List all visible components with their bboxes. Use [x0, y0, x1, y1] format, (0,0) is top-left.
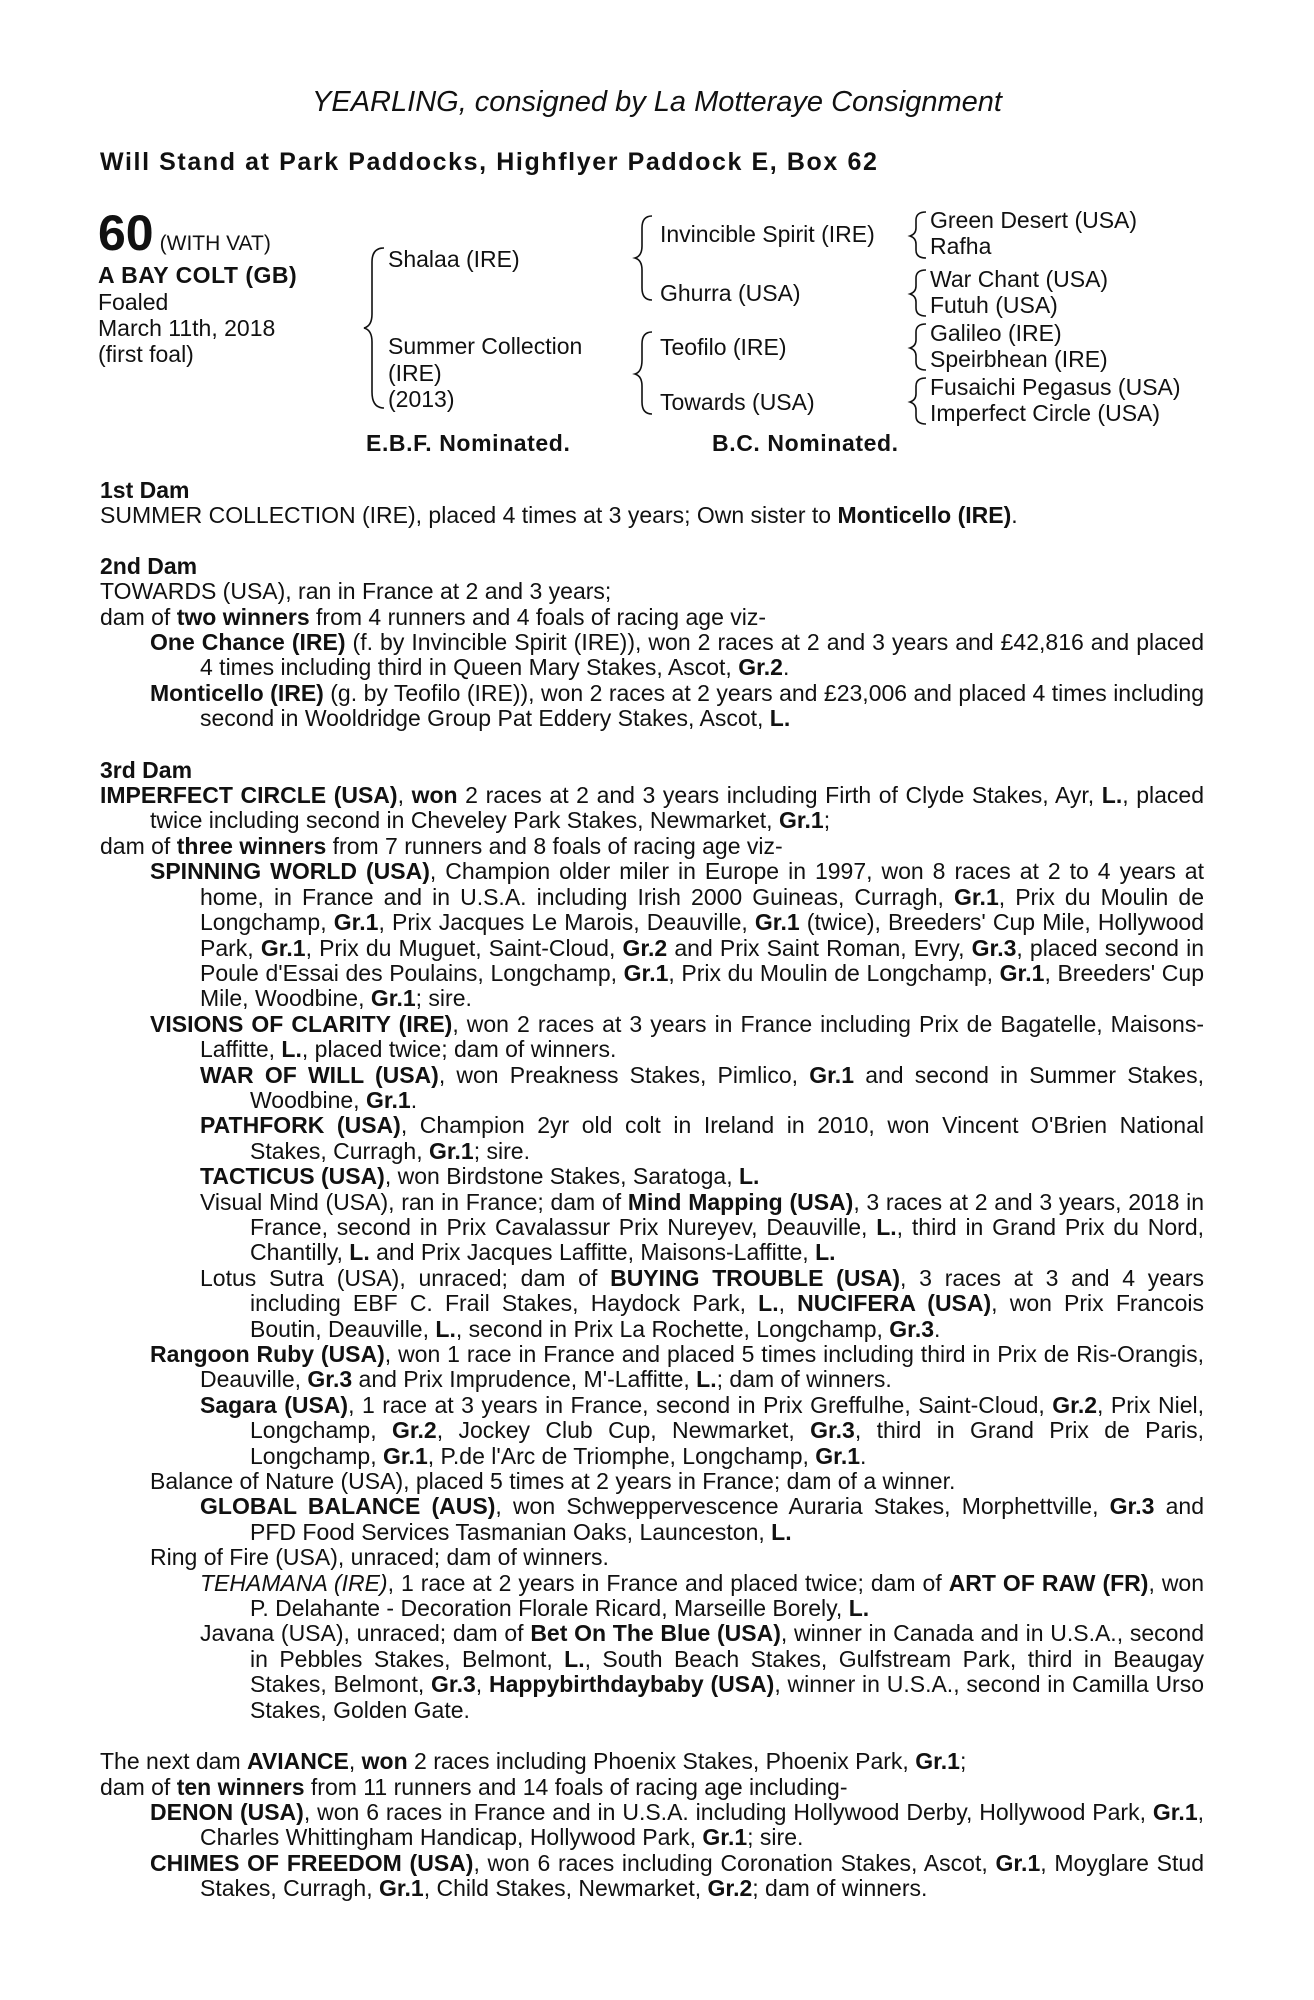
grandoffspring-war-of-will: WAR OF WILL (USA), won Preakness Stakes, Pimlico, Gr.1 and second in Summer Stakes, Woodbine, Gr.1.: [200, 1061, 1204, 1113]
dam-line2: (IRE): [388, 360, 442, 386]
stand-location: Will Stand at Park Paddocks, Highflyer Paddock E, Box 62: [100, 148, 879, 176]
offspring-visions-of-clarity: VISIONS OF CLARITY (IRE), won 2 races at 3 years in France including Prix de Bagatelle, Maisons-Laffitte, L., placed twice; dam of winners.: [150, 1010, 1204, 1063]
brace-gen1: [364, 248, 384, 408]
grandoffspring-tehamana: TEHAMANA (IRE), 1 race at 2 years in France and placed twice; dam of ART OF RAW (FR), won P. Delahante - Decoration Florale Ricard, Marseille Borely, L.: [200, 1569, 1205, 1622]
second-dam-heading: 2nd Dam: [100, 552, 198, 579]
offspring-spinning-world: SPINNING WORLD (USA), Champion older miler in Europe in 1997, won 8 races at 2 to 4 years at home, in France and in U.S.A. including Irish 2000 Guineas, Curragh, Gr.1, Prix du Moulin de Longchamp, Gr.1, Prix Jacques Le Marois, Deauville, Gr.1 (twice), Breeders' Cup Mile, Hollywood Park, Gr.1, Prix du Muguet, Saint-Cloud, Gr.2 and Prix Saint Roman, Evry, Gr.3, placed second in Poule d'Essai des Poulains, Longchamp, Gr.1, Prix du Moulin de Longchamp, Gr.1, Breeders' Cup Mile, Woodbine, Gr.1; sire.: [150, 858, 1205, 1012]
lot-number: 60: [98, 205, 154, 261]
ancestor-4: Futuh (USA): [930, 292, 1058, 318]
third-dam-heading: 3rd Dam: [100, 756, 193, 783]
consignment-line: YEARLING, consigned by La Motteraye Consignment: [312, 86, 1002, 118]
ancestor-6: Speirbhean (IRE): [930, 346, 1108, 372]
grandoffspring-javana: Javana (USA), unraced; dam of Bet On The Blue (USA), winner in Canada and in U.S.A., second in Pebbles Stakes, Belmont, L., South Beach Stakes, Gulfstream Park, third in Beaugay Stakes, Belmont, Gr.3, Happybirthdaybaby (USA), winner in U.S.A., second in Camilla Urso Stakes, Golden Gate.: [200, 1620, 1205, 1723]
offspring-one-chance: One Chance (IRE) (f. by Invincible Spirit (IRE)), won 2 races at 2 and 3 years and £42,816 and placed 4 times including third in Queen Mary Stakes, Ascot, Gr.2.: [150, 629, 1204, 681]
lot-name: A BAY COLT (GB): [98, 262, 298, 288]
offspring-monticello: Monticello (IRE) (g. by Teofilo (IRE)), won 2 races at 2 years and £23,006 and placed 4 times including second in Wooldridge Group Pat Eddery Stakes, Ascot, L.: [150, 679, 1204, 732]
ancestor-5: Galileo (IRE): [930, 320, 1062, 346]
vat-note: (WITH VAT): [159, 232, 271, 255]
ancestor-7: Fusaichi Pegasus (USA): [930, 374, 1181, 400]
first-dam-heading: 1st Dam: [100, 477, 190, 503]
offspring-rangoon-ruby: Rangoon Ruby (USA), won 1 race in France and placed 5 times including third in Prix de Ris-Orangis, Deauville, Gr.3 and Prix Imprudence, M'-Laffitte, L.; dam of winners.: [150, 1341, 1204, 1393]
foaled-date: March 11th, 2018: [98, 315, 276, 341]
third-dam-produce: dam of three winners from 7 runners and 8 foals of racing age viz-: [100, 832, 783, 859]
next-dam-record: The next dam AVIANCE, won 2 races including Phoenix Stakes, Phoenix Park, Gr.1;: [100, 1748, 967, 1775]
ancestor-8: Imperfect Circle (USA): [930, 400, 1161, 426]
offspring-denon: DENON (USA), won 6 races in France and in U.S.A. including Hollywood Derby, Hollywood Park, Gr.1, Charles Whittingham Handicap, Hollywood Park, Gr.1; sire.: [150, 1798, 1205, 1851]
brace-g12: [910, 212, 926, 258]
first-dam-text: SUMMER COLLECTION (IRE), placed 4 times at 3 years; Own sister to Monticello (IRE).: [100, 502, 1018, 529]
grandoffspring-sagara: Sagara (USA), 1 race at 3 years in France, second in Prix Greffulhe, Saint-Cloud, Gr.2, Prix Niel, Longchamp, Gr.2, Jockey Club Cup, Newmarket, Gr.3, third in Grand Prix de Paris, Longchamp, Gr.1, P.de l'Arc de Triomphe, Longchamp, Gr.1.: [200, 1391, 1204, 1469]
ancestor-3: War Chant (USA): [930, 266, 1109, 292]
brace-g78: [910, 378, 926, 424]
dam-dam: Towards (USA): [660, 389, 815, 415]
grandoffspring-global-balance: GLOBAL BALANCE (AUS), won Schweppervescence Auraria Stakes, Morphettville, Gr.3 and PFD Food Services Tasmanian Oaks, Launceston, L.: [200, 1493, 1204, 1545]
first-foal-note: (first foal): [98, 341, 194, 367]
brace-g34: [910, 270, 926, 316]
grandoffspring-lotus-sutra: Lotus Sutra (USA), unraced; dam of BUYING TROUBLE (USA), 3 races at 3 and 4 years including EBF C. Frail Stakes, Haydock Park, L., NUCIFERA (USA), won Prix Francois Boutin, Deauville, L., second in Prix La Rochette, Longchamp, Gr.3.: [200, 1264, 1205, 1342]
dam-line1: Summer Collection: [388, 333, 583, 359]
grandoffspring-visual-mind: Visual Mind (USA), ran in France; dam of Mind Mapping (USA), 3 races at 2 and 3 years, 2018 in France, second in Prix Cavalassur Prix Nureyev, Deauville, L., third in Grand Prix du Nord, Chantilly, L. and Prix Jacques Laffitte, Maisons-Laffitte, L.: [200, 1188, 1205, 1266]
next-dam-produce: dam of ten winners from 11 runners and 14 foals of racing age including-: [100, 1773, 848, 1800]
brace-g56: [910, 324, 926, 370]
ancestor-1: Green Desert (USA): [930, 207, 1138, 233]
second-dam-line2: dam of two winners from 4 runners and 4 foals of racing age viz-: [100, 603, 767, 630]
grandoffspring-pathfork: PATHFORK (USA), Champion 2yr old colt in Ireland in 2010, won Vincent O'Brien National Stakes, Curragh, Gr.1; sire.: [200, 1112, 1205, 1164]
brace-dam: [635, 332, 652, 414]
sire-sire: Invincible Spirit (IRE): [660, 221, 875, 247]
pedigree-notes: [100, 478, 1204, 1902]
ancestor-2: Rafha: [930, 233, 992, 259]
sire: Shalaa (IRE): [388, 246, 520, 272]
offspring-ring-of-fire: Ring of Fire (USA), unraced; dam of winners.: [150, 1544, 609, 1571]
foaled-label: Foaled: [98, 289, 169, 315]
sire-dam: Ghurra (USA): [660, 280, 801, 306]
grandoffspring-tacticus: TACTICUS (USA), won Birdstone Stakes, Saratoga, L.: [200, 1163, 760, 1190]
third-dam-record: IMPERFECT CIRCLE (USA), won 2 races at 2 and 3 years including Firth of Clyde Stakes, Ayr, L., placed twice including second in Cheveley Park Stakes, Newmarket, Gr.1;: [100, 782, 1204, 834]
second-dam-line1: TOWARDS (USA), ran in France at 2 and 3 years;: [100, 578, 612, 605]
offspring-balance-of-nature: Balance of Nature (USA), placed 5 times at 2 years in France; dam of a winner.: [150, 1468, 956, 1495]
ebf-nominated: E.B.F. Nominated.: [366, 430, 571, 456]
bc-nominated: B.C. Nominated.: [712, 430, 899, 456]
offspring-chimes-of-freedom: CHIMES OF FREEDOM (USA), won 6 races including Coronation Stakes, Ascot, Gr.1, Moyglare Stud Stakes, Curragh, Gr.1, Child Stakes, Newmarket, Gr.2; dam of winners.: [150, 1849, 1204, 1902]
brace-sire: [635, 216, 652, 300]
dam-line3: (2013): [388, 386, 455, 412]
dam-sire: Teofilo (IRE): [660, 334, 787, 360]
